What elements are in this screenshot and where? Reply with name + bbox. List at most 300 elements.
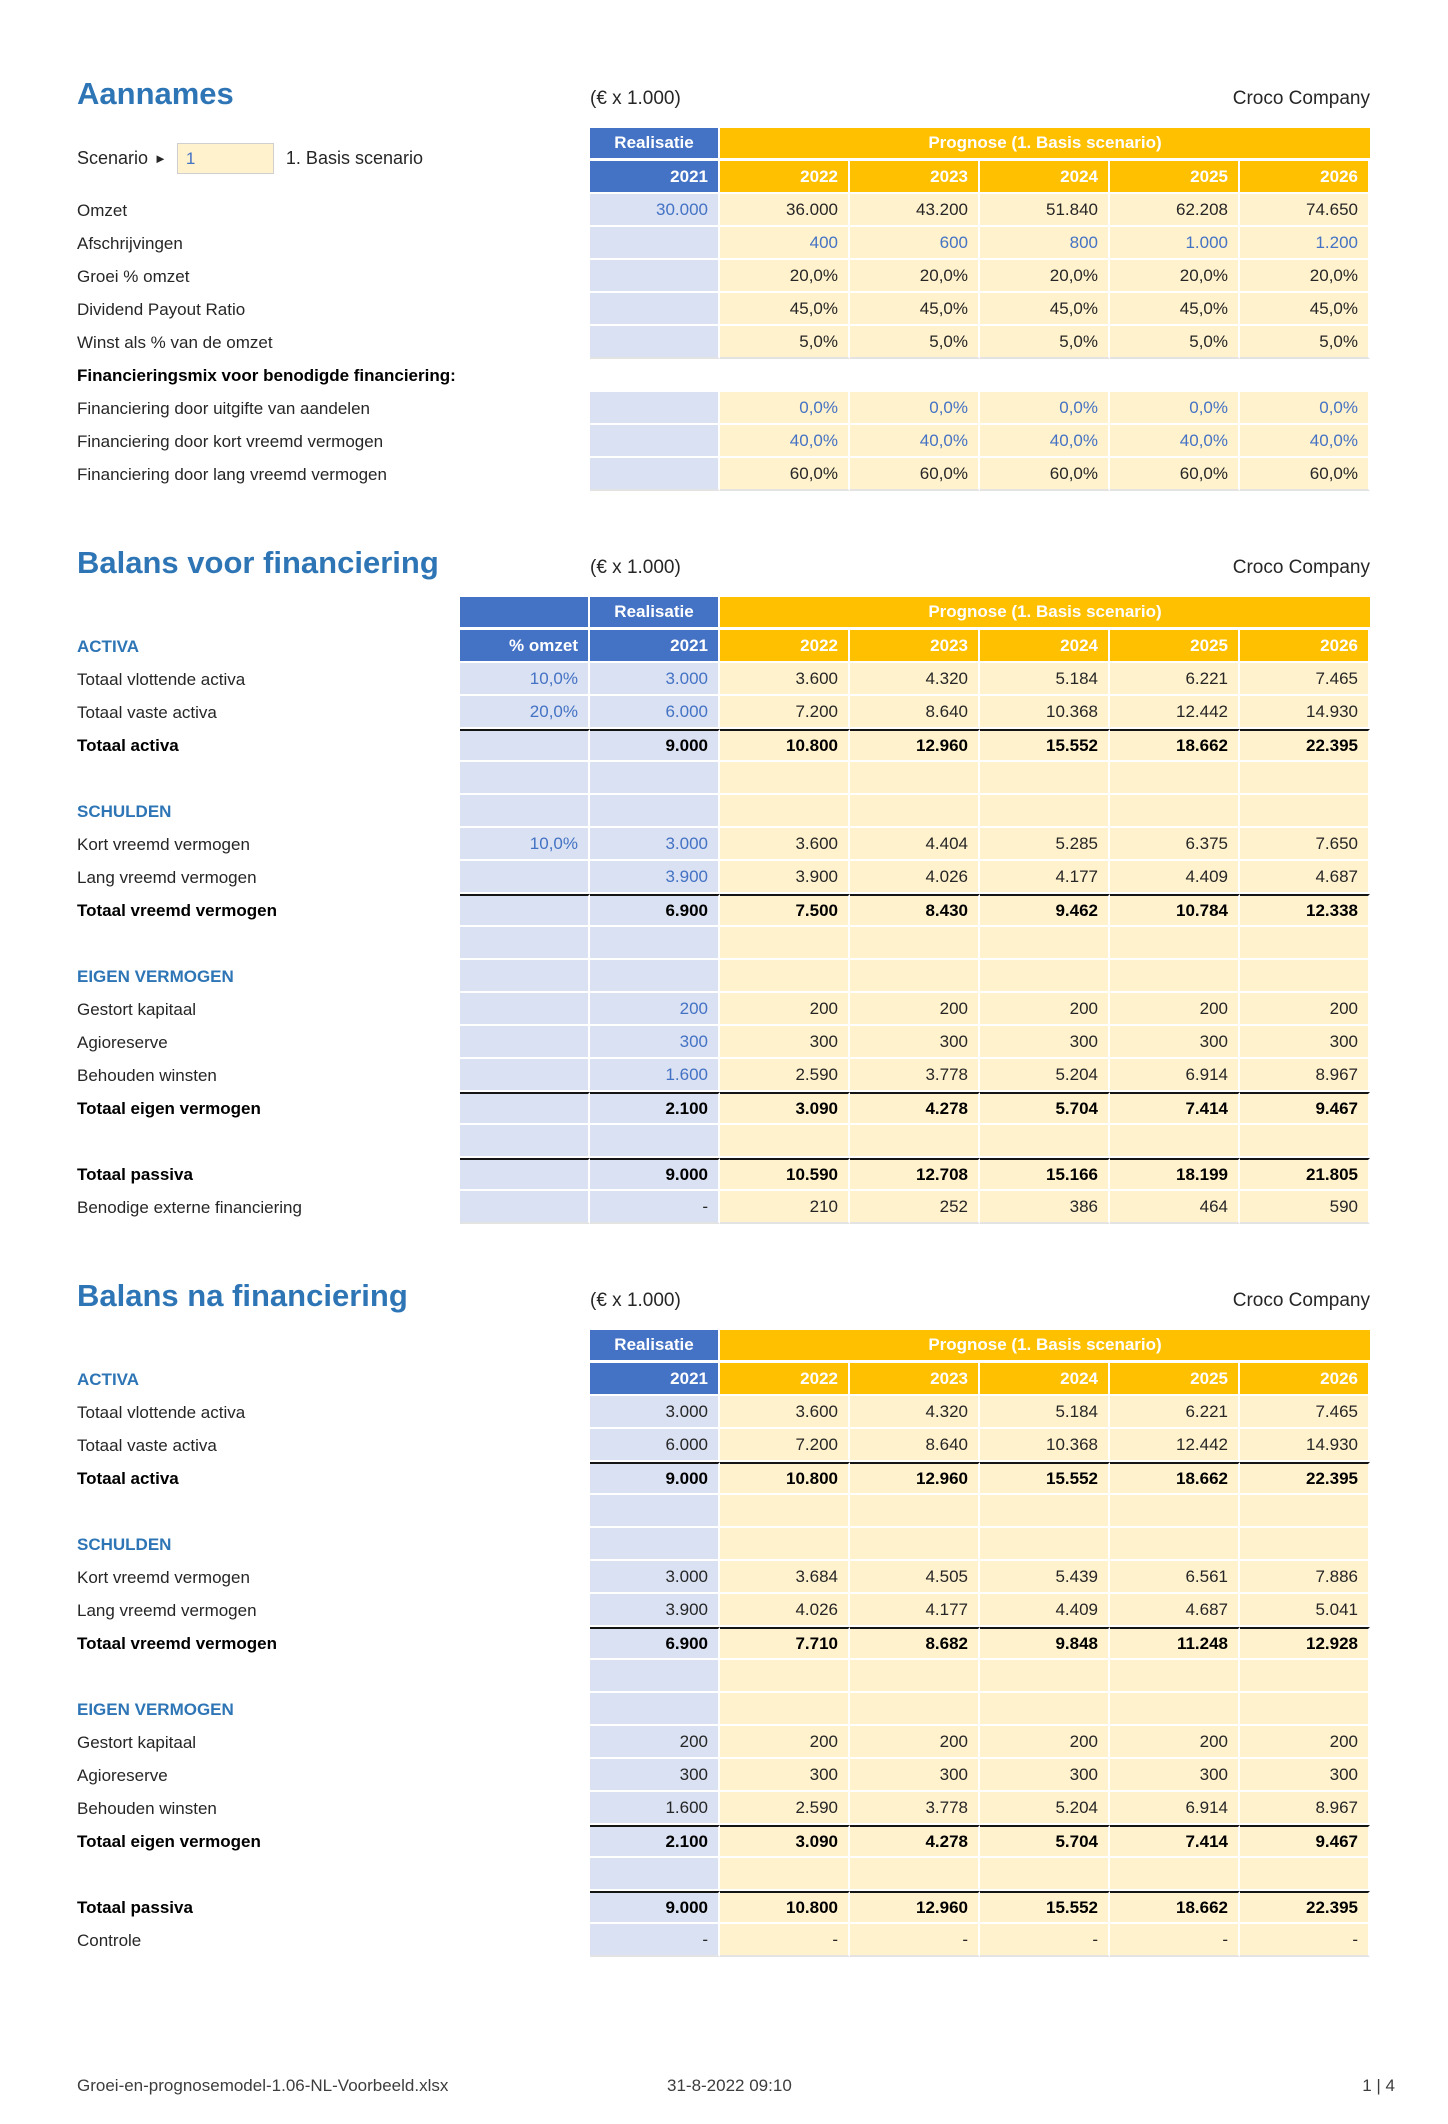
row-label: Financiering door uitgifte van aandelen bbox=[77, 398, 370, 418]
row-label bbox=[77, 927, 460, 960]
prognose-cell: 5.704 bbox=[980, 1825, 1110, 1858]
table-row bbox=[77, 1561, 1370, 1594]
prognose-cell: 4.409 bbox=[980, 1594, 1110, 1627]
prognose-cell: 3.778 bbox=[850, 1059, 980, 1092]
prognose-cell bbox=[980, 1660, 1110, 1693]
pct-omzet-cell: 10,0% bbox=[460, 828, 590, 861]
table-row bbox=[77, 1825, 1370, 1858]
prognose-cell: 7.414 bbox=[1110, 1825, 1240, 1858]
realisatie-cell bbox=[590, 960, 720, 993]
row-label: Totaal eigen vermogen bbox=[77, 1098, 261, 1118]
prognose-cell: 15.552 bbox=[980, 1462, 1110, 1495]
balans-voor-table bbox=[77, 597, 1370, 1224]
page-title: Balans na financiering bbox=[77, 1278, 408, 1313]
prognose-cell: 3.090 bbox=[720, 1825, 850, 1858]
row-label: Financieringsmix voor benodigde financiering: bbox=[77, 365, 456, 385]
prognose-cell: 20,0% bbox=[1110, 260, 1240, 293]
row-label: Groei % omzet bbox=[77, 266, 190, 286]
row-label: Dividend Payout Ratio bbox=[77, 299, 246, 319]
table-row bbox=[77, 458, 1370, 491]
table-row bbox=[77, 1429, 1370, 1462]
prognose-cell: 7.200 bbox=[720, 696, 850, 729]
prognose-cell bbox=[720, 1495, 850, 1528]
pct-omzet-header: % omzet bbox=[460, 630, 590, 663]
prognose-cell: 3.090 bbox=[720, 1092, 850, 1125]
prognose-cell: 22.395 bbox=[1240, 1891, 1370, 1924]
prognose-cell: 7.886 bbox=[1240, 1561, 1370, 1594]
table-row bbox=[77, 696, 1370, 729]
prognose-cell: 18.199 bbox=[1110, 1158, 1240, 1191]
realisatie-cell: 3.900 bbox=[590, 1594, 720, 1627]
row-label bbox=[77, 1125, 460, 1158]
prognose-cell bbox=[980, 762, 1110, 795]
table-row bbox=[77, 729, 1370, 762]
year-header: 2026 bbox=[1240, 630, 1370, 663]
pct-omzet-cell: 20,0% bbox=[460, 696, 590, 729]
unit-label: (€ x 1.000) bbox=[590, 557, 681, 578]
row-label bbox=[77, 1495, 590, 1528]
prognose-cell: 9.848 bbox=[980, 1627, 1110, 1660]
prognose-cell: 18.662 bbox=[1110, 1891, 1240, 1924]
prognose-cell bbox=[850, 1660, 980, 1693]
prognose-cell: 45,0% bbox=[980, 293, 1110, 326]
prognose-cell: 3.900 bbox=[720, 861, 850, 894]
prognose-cell: 800 bbox=[980, 227, 1110, 260]
prognose-cell: 4.177 bbox=[850, 1594, 980, 1627]
row-label: Totaal activa bbox=[77, 735, 179, 755]
prognose-cell bbox=[1110, 1858, 1240, 1891]
prognose-cell: 12.960 bbox=[850, 1462, 980, 1495]
prognose-cell: 5.204 bbox=[980, 1059, 1110, 1092]
prognose-cell: 5.041 bbox=[1240, 1594, 1370, 1627]
prognose-cell: 300 bbox=[720, 1026, 850, 1059]
prognose-cell: 200 bbox=[850, 1726, 980, 1759]
realisatie-header: Realisatie bbox=[590, 1330, 720, 1363]
prognose-cell bbox=[1110, 927, 1240, 960]
row-label: Totaal passiva bbox=[77, 1897, 193, 1917]
prognose-cell: - bbox=[850, 1924, 980, 1957]
footer-page-number: 1 | 4 bbox=[1362, 2076, 1395, 2095]
row-label: Gestort kapitaal bbox=[77, 999, 197, 1019]
section-header bbox=[77, 76, 1370, 112]
table-row bbox=[77, 326, 1370, 359]
prognose-cell bbox=[1240, 1495, 1370, 1528]
prognose-cell: 200 bbox=[720, 1726, 850, 1759]
prognose-cell: 210 bbox=[720, 1191, 850, 1224]
prognose-cell: 40,0% bbox=[720, 425, 850, 458]
prognose-cell bbox=[720, 795, 850, 828]
company-name: Croco Company bbox=[1232, 1290, 1370, 1311]
prognose-cell bbox=[720, 1528, 850, 1561]
prognose-cell: 0,0% bbox=[850, 392, 980, 425]
prognose-cell: 4.278 bbox=[850, 1825, 980, 1858]
row-label: Behouden winsten bbox=[77, 1798, 217, 1818]
prognose-cell bbox=[980, 1495, 1110, 1528]
realisatie-cell bbox=[590, 1660, 720, 1693]
prognose-cell: 10.800 bbox=[720, 1891, 850, 1924]
prognose-cell: - bbox=[1240, 1924, 1370, 1957]
realisatie-cell: 3.900 bbox=[590, 861, 720, 894]
prognose-cell: 51.840 bbox=[980, 194, 1110, 227]
prognose-cell bbox=[980, 1528, 1110, 1561]
prognose-cell: 4.177 bbox=[980, 861, 1110, 894]
table-row bbox=[77, 861, 1370, 894]
prognose-cell: 22.395 bbox=[1240, 729, 1370, 762]
report-page bbox=[0, 76, 1448, 1957]
realisatie-cell: 3.000 bbox=[590, 828, 720, 861]
section-corner-label: ACTIVA bbox=[77, 1369, 140, 1389]
row-label: Gestort kapitaal bbox=[77, 1732, 197, 1752]
prognose-cell: 300 bbox=[980, 1759, 1110, 1792]
prognose-cell: 3.600 bbox=[720, 828, 850, 861]
prognose-cell: 9.467 bbox=[1240, 1092, 1370, 1125]
prognose-header: Prognose (1. Basis scenario) bbox=[720, 128, 1370, 161]
table-row bbox=[77, 227, 1370, 260]
prognose-cell: 12.960 bbox=[850, 1891, 980, 1924]
realisatie-cell: 6.900 bbox=[590, 894, 720, 927]
prognose-cell bbox=[1110, 960, 1240, 993]
prognose-cell bbox=[1240, 1528, 1370, 1561]
pct-omzet-cell bbox=[460, 1158, 590, 1191]
aannames-table bbox=[77, 128, 1370, 491]
prognose-cell bbox=[1240, 1693, 1370, 1726]
prognose-cell bbox=[850, 1125, 980, 1158]
realisatie-cell bbox=[590, 1495, 720, 1528]
prognose-cell bbox=[1110, 1660, 1240, 1693]
prognose-cell bbox=[1240, 1858, 1370, 1891]
prognose-cell: 400 bbox=[720, 227, 850, 260]
prognose-cell: 6.914 bbox=[1110, 1792, 1240, 1825]
prognose-cell: 18.662 bbox=[1110, 1462, 1240, 1495]
prognose-cell: - bbox=[980, 1924, 1110, 1957]
row-label: Totaal vaste activa bbox=[77, 1435, 217, 1455]
year-header: 2024 bbox=[980, 161, 1110, 194]
prognose-cell: 4.320 bbox=[850, 1396, 980, 1429]
prognose-cell: 0,0% bbox=[980, 392, 1110, 425]
prognose-cell bbox=[1110, 1495, 1240, 1528]
prognose-cell: 8.640 bbox=[850, 1429, 980, 1462]
prognose-cell bbox=[980, 795, 1110, 828]
section-header bbox=[77, 1278, 1370, 1314]
pct-omzet-cell bbox=[460, 993, 590, 1026]
year-header: 2025 bbox=[1110, 161, 1240, 194]
unit-label: (€ x 1.000) bbox=[590, 1290, 681, 1311]
prognose-cell: 9.462 bbox=[980, 894, 1110, 927]
prognose-header: Prognose (1. Basis scenario) bbox=[720, 1330, 1370, 1363]
prognose-cell: 6.914 bbox=[1110, 1059, 1240, 1092]
prognose-cell: 10.800 bbox=[720, 1462, 850, 1495]
table-row bbox=[77, 1792, 1370, 1825]
prognose-cell: 7.710 bbox=[720, 1627, 850, 1660]
year-header: 2022 bbox=[720, 161, 850, 194]
prognose-cell: 3.684 bbox=[720, 1561, 850, 1594]
table-row bbox=[77, 1891, 1370, 1924]
prognose-cell: 20,0% bbox=[850, 260, 980, 293]
realisatie-cell bbox=[590, 392, 720, 425]
pct-omzet-cell: 10,0% bbox=[460, 663, 590, 696]
prognose-cell: 200 bbox=[1240, 1726, 1370, 1759]
prognose-cell: 200 bbox=[1110, 1726, 1240, 1759]
row-label: SCHULDEN bbox=[77, 801, 172, 821]
prognose-cell: 20,0% bbox=[1240, 260, 1370, 293]
prognose-cell: 200 bbox=[1110, 993, 1240, 1026]
table-row bbox=[77, 663, 1370, 696]
realisatie-cell: 300 bbox=[590, 1759, 720, 1792]
prognose-cell: 15.552 bbox=[980, 729, 1110, 762]
prognose-cell: 12.960 bbox=[850, 729, 980, 762]
row-label: Lang vreemd vermogen bbox=[77, 867, 257, 887]
realisatie-cell: 9.000 bbox=[590, 1158, 720, 1191]
table-row bbox=[77, 1759, 1370, 1792]
prognose-cell: 14.930 bbox=[1240, 696, 1370, 729]
prognose-cell bbox=[1110, 762, 1240, 795]
prognose-cell: 0,0% bbox=[1110, 392, 1240, 425]
table-row bbox=[77, 1660, 1370, 1693]
prognose-cell: 600 bbox=[850, 227, 980, 260]
prognose-cell bbox=[1240, 762, 1370, 795]
prognose-cell: 4.026 bbox=[850, 861, 980, 894]
table-row bbox=[77, 993, 1370, 1026]
realisatie-cell: 1.600 bbox=[590, 1059, 720, 1092]
prognose-cell bbox=[980, 1693, 1110, 1726]
prognose-cell: 3.600 bbox=[720, 1396, 850, 1429]
pct-omzet-cell bbox=[460, 861, 590, 894]
row-label: Totaal vreemd vermogen bbox=[77, 1633, 277, 1653]
prognose-cell: 22.395 bbox=[1240, 1462, 1370, 1495]
row-label: Kort vreemd vermogen bbox=[77, 1567, 250, 1587]
prognose-cell: 8.967 bbox=[1240, 1792, 1370, 1825]
prognose-cell bbox=[1110, 1125, 1240, 1158]
realisatie-cell: - bbox=[590, 1924, 720, 1957]
table-row bbox=[77, 293, 1370, 326]
realisatie-cell: 6.900 bbox=[590, 1627, 720, 1660]
prognose-cell: 5.439 bbox=[980, 1561, 1110, 1594]
prognose-cell: 5.704 bbox=[980, 1092, 1110, 1125]
prognose-cell: - bbox=[720, 1924, 850, 1957]
prognose-cell: 5,0% bbox=[720, 326, 850, 359]
page-title: Balans voor financiering bbox=[77, 545, 439, 580]
prognose-cell bbox=[720, 1660, 850, 1693]
year-header: 2025 bbox=[1110, 1363, 1240, 1396]
prognose-cell: 8.640 bbox=[850, 696, 980, 729]
prognose-cell bbox=[850, 1693, 980, 1726]
row-label: Totaal activa bbox=[77, 1468, 179, 1488]
realisatie-cell bbox=[590, 1858, 720, 1891]
row-label: Benodige externe financiering bbox=[77, 1197, 302, 1217]
table-row bbox=[77, 1693, 1370, 1726]
balans-na-table bbox=[77, 1330, 1370, 1957]
prognose-cell: 6.561 bbox=[1110, 1561, 1240, 1594]
realisatie-cell: 6.000 bbox=[590, 1429, 720, 1462]
prognose-cell bbox=[850, 795, 980, 828]
realisatie-cell: 6.000 bbox=[590, 696, 720, 729]
table-row bbox=[77, 425, 1370, 458]
prognose-cell bbox=[980, 960, 1110, 993]
table-row bbox=[77, 1158, 1370, 1191]
prognose-cell: 45,0% bbox=[1110, 293, 1240, 326]
table-row bbox=[77, 1924, 1370, 1957]
prognose-cell bbox=[1240, 795, 1370, 828]
prognose-cell: 300 bbox=[1110, 1026, 1240, 1059]
prognose-cell: 200 bbox=[850, 993, 980, 1026]
year-header: 2025 bbox=[1110, 630, 1240, 663]
pct-omzet-cell bbox=[460, 1026, 590, 1059]
row-label: Kort vreemd vermogen bbox=[77, 834, 250, 854]
table-row bbox=[77, 1495, 1370, 1528]
prognose-cell bbox=[1240, 1125, 1370, 1158]
prognose-cell: 386 bbox=[980, 1191, 1110, 1224]
prognose-cell: 10.368 bbox=[980, 696, 1110, 729]
prognose-cell: 4.687 bbox=[1110, 1594, 1240, 1627]
pct-omzet-cell bbox=[460, 1125, 590, 1158]
realisatie-cell bbox=[590, 425, 720, 458]
prognose-cell: 5.184 bbox=[980, 663, 1110, 696]
realisatie-cell bbox=[590, 326, 720, 359]
table-year-header-row bbox=[77, 1363, 1370, 1396]
table-row bbox=[77, 1858, 1370, 1891]
realisatie-header: Realisatie bbox=[590, 128, 720, 161]
row-label: Totaal vaste activa bbox=[77, 702, 217, 722]
realisatie-header: Realisatie bbox=[590, 597, 720, 630]
realisatie-cell bbox=[590, 260, 720, 293]
page-title: Aannames bbox=[77, 76, 234, 111]
table-row bbox=[77, 894, 1370, 927]
prognose-cell: 2.590 bbox=[720, 1059, 850, 1092]
prognose-cell: 12.338 bbox=[1240, 894, 1370, 927]
pct-omzet-cell bbox=[460, 960, 590, 993]
prognose-cell: 45,0% bbox=[1240, 293, 1370, 326]
prognose-cell: 7.465 bbox=[1240, 663, 1370, 696]
prognose-cell: 7.500 bbox=[720, 894, 850, 927]
row-label: Totaal eigen vermogen bbox=[77, 1831, 261, 1851]
prognose-cell: 300 bbox=[850, 1759, 980, 1792]
prognose-cell: 6.221 bbox=[1110, 663, 1240, 696]
prognose-cell: 300 bbox=[720, 1759, 850, 1792]
prognose-cell bbox=[720, 1693, 850, 1726]
prognose-cell bbox=[850, 762, 980, 795]
prognose-cell: 464 bbox=[1110, 1191, 1240, 1224]
prognose-cell: 4.404 bbox=[850, 828, 980, 861]
section-aannames bbox=[77, 76, 1370, 491]
realisatie-cell: 3.000 bbox=[590, 1561, 720, 1594]
prognose-cell: 6.375 bbox=[1110, 828, 1240, 861]
header-corner bbox=[77, 1330, 590, 1363]
row-label: Agioreserve bbox=[77, 1765, 168, 1785]
prognose-cell: 7.650 bbox=[1240, 828, 1370, 861]
prognose-cell bbox=[1110, 795, 1240, 828]
prognose-cell: 10.590 bbox=[720, 1158, 850, 1191]
year-header: 2022 bbox=[720, 630, 850, 663]
pct-omzet-cell bbox=[460, 1191, 590, 1224]
prognose-cell bbox=[1240, 960, 1370, 993]
prognose-cell bbox=[1240, 927, 1370, 960]
prognose-cell: 200 bbox=[720, 993, 850, 1026]
row-label: EIGEN VERMOGEN bbox=[77, 966, 234, 986]
prognose-cell bbox=[720, 960, 850, 993]
realisatie-cell bbox=[590, 458, 720, 491]
row-label: Agioreserve bbox=[77, 1032, 168, 1052]
realisatie-cell: 300 bbox=[590, 1026, 720, 1059]
table-row bbox=[77, 1026, 1370, 1059]
realisatie-cell bbox=[590, 1693, 720, 1726]
prognose-cell: 12.442 bbox=[1110, 1429, 1240, 1462]
prognose-cell: 15.166 bbox=[980, 1158, 1110, 1191]
prognose-cell: 0,0% bbox=[720, 392, 850, 425]
prognose-cell bbox=[720, 762, 850, 795]
realisatie-cell bbox=[590, 927, 720, 960]
table-row bbox=[77, 359, 1370, 392]
prognose-cell: 10.368 bbox=[980, 1429, 1110, 1462]
scenario-input[interactable] bbox=[177, 143, 274, 174]
prognose-cell: 4.409 bbox=[1110, 861, 1240, 894]
prognose-cell: 40,0% bbox=[850, 425, 980, 458]
prognose-cell: 1.200 bbox=[1240, 227, 1370, 260]
prognose-cell: 3.778 bbox=[850, 1792, 980, 1825]
row-label: Financiering door kort vreemd vermogen bbox=[77, 431, 384, 451]
prognose-cell: 60,0% bbox=[980, 458, 1110, 491]
prognose-cell bbox=[980, 927, 1110, 960]
year-header: 2023 bbox=[850, 161, 980, 194]
table-row bbox=[77, 795, 1370, 828]
prognose-cell: 300 bbox=[980, 1026, 1110, 1059]
table-row bbox=[77, 762, 1370, 795]
pct-omzet-cell bbox=[460, 894, 590, 927]
realisatie-cell: 9.000 bbox=[590, 1891, 720, 1924]
realisatie-cell bbox=[590, 1528, 720, 1561]
prognose-cell: 5,0% bbox=[1240, 326, 1370, 359]
prognose-cell: 20,0% bbox=[980, 260, 1110, 293]
prognose-cell: 60,0% bbox=[1240, 458, 1370, 491]
prognose-cell: 7.200 bbox=[720, 1429, 850, 1462]
prognose-cell: 40,0% bbox=[1110, 425, 1240, 458]
prognose-cell: 4.026 bbox=[720, 1594, 850, 1627]
prognose-cell: 43.200 bbox=[850, 194, 980, 227]
realisatie-cell: 200 bbox=[590, 993, 720, 1026]
realisatie-cell: 9.000 bbox=[590, 1462, 720, 1495]
section-header bbox=[77, 545, 1370, 581]
footer-filename: Groei-en-prognosemodel-1.06-NL-Voorbeeld.xlsx bbox=[77, 2076, 449, 2095]
prognose-cell: 200 bbox=[980, 1726, 1110, 1759]
prognose-header: Prognose (1. Basis scenario) bbox=[720, 597, 1370, 630]
prognose-cell: 4.278 bbox=[850, 1092, 980, 1125]
prognose-cell: 45,0% bbox=[720, 293, 850, 326]
section-corner-label: ACTIVA bbox=[77, 636, 140, 656]
table-row bbox=[77, 1462, 1370, 1495]
prognose-cell bbox=[1240, 1660, 1370, 1693]
pct-omzet-cell bbox=[460, 762, 590, 795]
realisatie-cell: 9.000 bbox=[590, 729, 720, 762]
table-row bbox=[77, 1528, 1370, 1561]
table-row bbox=[77, 1059, 1370, 1092]
prognose-cell bbox=[850, 1858, 980, 1891]
header-corner bbox=[77, 597, 460, 630]
prognose-cell: 7.414 bbox=[1110, 1092, 1240, 1125]
prognose-cell: 12.708 bbox=[850, 1158, 980, 1191]
pct-omzet-cell bbox=[460, 1092, 590, 1125]
prognose-cell: 21.805 bbox=[1240, 1158, 1370, 1191]
row-label: Controle bbox=[77, 1930, 142, 1950]
prognose-cell: 1.000 bbox=[1110, 227, 1240, 260]
year-header: 2024 bbox=[980, 630, 1110, 663]
realisatie-cell: 3.000 bbox=[590, 663, 720, 696]
year-header-realisatie: 2021 bbox=[590, 1363, 720, 1396]
prognose-cell bbox=[720, 927, 850, 960]
pct-omzet-cell bbox=[460, 729, 590, 762]
table-row bbox=[77, 1396, 1370, 1429]
header-spacer bbox=[460, 597, 590, 630]
prognose-cell: 5.204 bbox=[980, 1792, 1110, 1825]
row-label: Lang vreemd vermogen bbox=[77, 1600, 257, 1620]
